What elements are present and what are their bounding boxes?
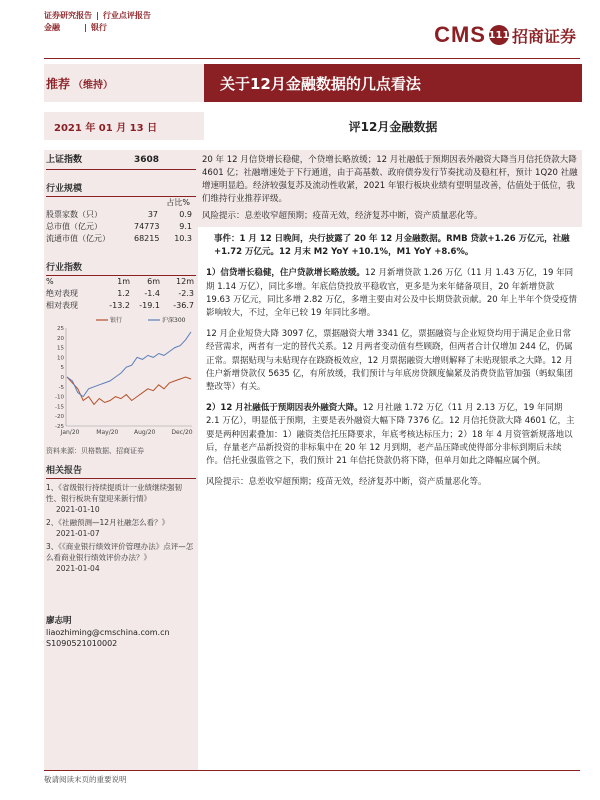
main-content — [198, 150, 582, 497]
y-tick-label: 10 — [57, 355, 64, 362]
body-paragraph: 1）信贷增长稳健，住户贷款增长略放缓。12 月新增贷款 1.26 万亿（11 月 1.43 万亿，19 年同期 1.14 万亿），同比多增。年底信贷投放平稳收官，更多是为来年储备项目，20 年新增贷款 19.63 万亿元，同比多增 2.82 万亿，多增主要由对公及中长期贷款贡献。20 年上半年个贷受疫情影响较大，不过，全年已较 19 年同比多增。 — [206, 268, 577, 319]
chart-source: 资料来源：贝格数据、招商证券 — [46, 447, 144, 455]
legend-label: 沪深300 — [162, 317, 186, 324]
footer-note: 敬请阅读末页的重要说明 — [44, 775, 127, 784]
sector-label: 银行 — [90, 23, 107, 32]
y-tick-label: 0 — [60, 375, 64, 381]
footer-divider — [44, 770, 580, 771]
sector-label: 金融 — [44, 23, 60, 32]
y-tick-label: -10 — [55, 394, 64, 401]
index-performance-chart — [46, 314, 196, 440]
report-body — [198, 227, 582, 489]
x-tick-label: May/20 — [96, 429, 119, 436]
body-paragraph: 2）12 月社融低于预期因表外融资大降。12 月社融 1.72 万亿（11 月 2.13 万亿，19 年同期 2.1 万亿），明显低于预期，主要是表外融资大幅下降 7376 亿。12 月信托贷款大降 4601 亿，主要是两种因素叠加：1）融资类信托压降要求，年底考核达标压力；2）18 年 4 月资管新规落地以后，存量老产品新投资的非标集中在 20 年 12 月到期，老产品压降或使得部分非标到期后未续作。信托业强监管之下，我们预计 21 年信托贷款仍将下降，但单月如此之降幅应属个例。 — [206, 403, 575, 467]
rating-box — [44, 64, 204, 102]
x-tick-label: Jan/20 — [60, 429, 80, 436]
y-tick-label: 5 — [60, 365, 64, 372]
industry-scale-title: 行业规模 — [46, 178, 196, 197]
event-paragraph: 事件：1 月 12 日晚间，央行披露了 20 年 12 月金融数据。RMB 贷款+1.26 万亿元，社融+1.72 万亿元。12 月末 M2 YoY +10.1%，M1 YoY +8.6%。 — [214, 234, 570, 258]
x-tick-label: Dec/20 — [171, 429, 193, 436]
date-row — [44, 112, 582, 140]
industry-row: 总市值（亿元） 74773 9.1 — [46, 222, 192, 231]
industry-row: 流通市值（亿元） 68215 10.3 — [46, 234, 192, 243]
category-label: 证券研究报告 — [44, 11, 92, 20]
related-report-item[interactable]: 3、《《商业银行绩效评价管理办法》点评—怎么看商业银行绩效评价办法？》 2021-01-04 — [46, 542, 194, 573]
report-title: 关于12月金融数据的几点看法 — [204, 64, 582, 102]
perf-row: 绝对表现 1.2 -1.4 -2.3 — [46, 289, 194, 298]
y-tick-label: 25 — [57, 326, 64, 332]
section-heading: 2）12 月社融低于预期因表外融资大降。 — [206, 403, 363, 414]
perf-row: 相对表现 -13.2 -19.1 -36.7 — [46, 301, 194, 310]
rating-label: 推荐 — [46, 76, 71, 91]
industry-index-title: 行业指数 — [46, 257, 196, 276]
summary-paragraph: 20 年 12 月信贷增长稳健，个贷增长略放缓；12 月社融低于预期因表外融资大降当月信托贷款大降 4601 亿；社融增速处于下行通道，由于高基数、政府债券发行节奏扰动及稳杠杆，预计 1Q20 社融增速明显趋。经济较强复苏及流动性收紧，2021 年银行板块业绩有望明显改善，估值处于低位，我们维持行业推荐评级。 — [202, 155, 578, 204]
perf-header-row: % 1m 6m 12m — [46, 277, 194, 286]
pct-header: 占比% — [166, 198, 190, 207]
related-report-item[interactable]: 1、《省级银行持续提质计一业绩继续强韧性、银行板块有望迎来新行情》 2021-01-10 — [46, 483, 183, 514]
analyst-email[interactable]: liaozhiming@cmschina.com.cn — [46, 628, 170, 637]
report-subtitle: 评12月金融数据 — [348, 119, 438, 134]
logo-cn-text: 招商证券 — [511, 26, 576, 46]
header-divider — [44, 58, 580, 59]
y-tick-label: -5 — [58, 384, 64, 391]
cms-logo — [434, 22, 576, 48]
category-label: 行业点评报告 — [102, 11, 151, 20]
index-value: 3608 — [134, 155, 160, 165]
sidebar — [44, 150, 198, 770]
y-tick-label: 20 — [57, 335, 64, 342]
series-line-csi300 — [67, 332, 191, 397]
related-report-item[interactable]: 2、《社融预测—12月社融怎么看？》 2021-01-07 — [46, 518, 170, 538]
body-paragraph: 12 月企业短贷大降 3097 亿，票据融资大增 3341 亿，票据融资与企业短贷均用于满足企业日常经营需求，两者有一定的替代关系。12 月两者变动值有些顾跷，但两者合计仅增加 244 亿，仍属正常。票据贴现与未贴现存在跷跷板效应，12 月票据融资大增则解释了未贴现银承之大降。12 月住户新增贷款仅 5635 亿，有所放缓，我们预计与年底房贷额度偏紧及消费贷监管加强（蚂蚁集团整改等）有关。 — [206, 329, 574, 393]
risk-paragraph: 风险提示：息差收窄超预期；疫苗无效，经济复苏中断，资产质量恶化等。 — [206, 477, 487, 488]
analyst-license: S1090521010002 — [46, 639, 118, 648]
y-tick-label: -20 — [55, 414, 64, 421]
series-line-bank — [67, 377, 191, 404]
industry-row: 股票家数（只） 37 0.9 — [46, 210, 192, 219]
y-tick-label: 15 — [57, 345, 64, 352]
report-date: 2021 年 01 月 13 日 — [44, 112, 204, 140]
index-label: 上证指数 — [46, 155, 83, 165]
rating-qualifier: （维持） — [73, 79, 114, 91]
section-heading: 1）信贷增长稳健，住户贷款增长略放缓。 — [206, 268, 365, 279]
analyst-name: 廖志明 — [46, 616, 72, 626]
title-bar — [44, 64, 582, 102]
report-category: 证券研究报告 | 行业点评报告 金融 | 银行 — [44, 11, 151, 32]
summary-box — [198, 150, 582, 227]
y-tick-label: -15 — [55, 404, 64, 411]
y-tick-label: -25 — [55, 424, 64, 430]
logo-badge-icon: 111 — [489, 25, 509, 45]
logo-cms-text: CMS — [434, 22, 486, 47]
x-tick-label: Aug/20 — [133, 429, 156, 436]
related-reports-title: 相关报告 — [46, 460, 196, 479]
legend-label: 银行 — [110, 317, 123, 324]
risk-summary: 风险提示：息差收窄超预期；疫苗无效，经济复苏中断，资产质量恶化等。 — [202, 211, 483, 221]
